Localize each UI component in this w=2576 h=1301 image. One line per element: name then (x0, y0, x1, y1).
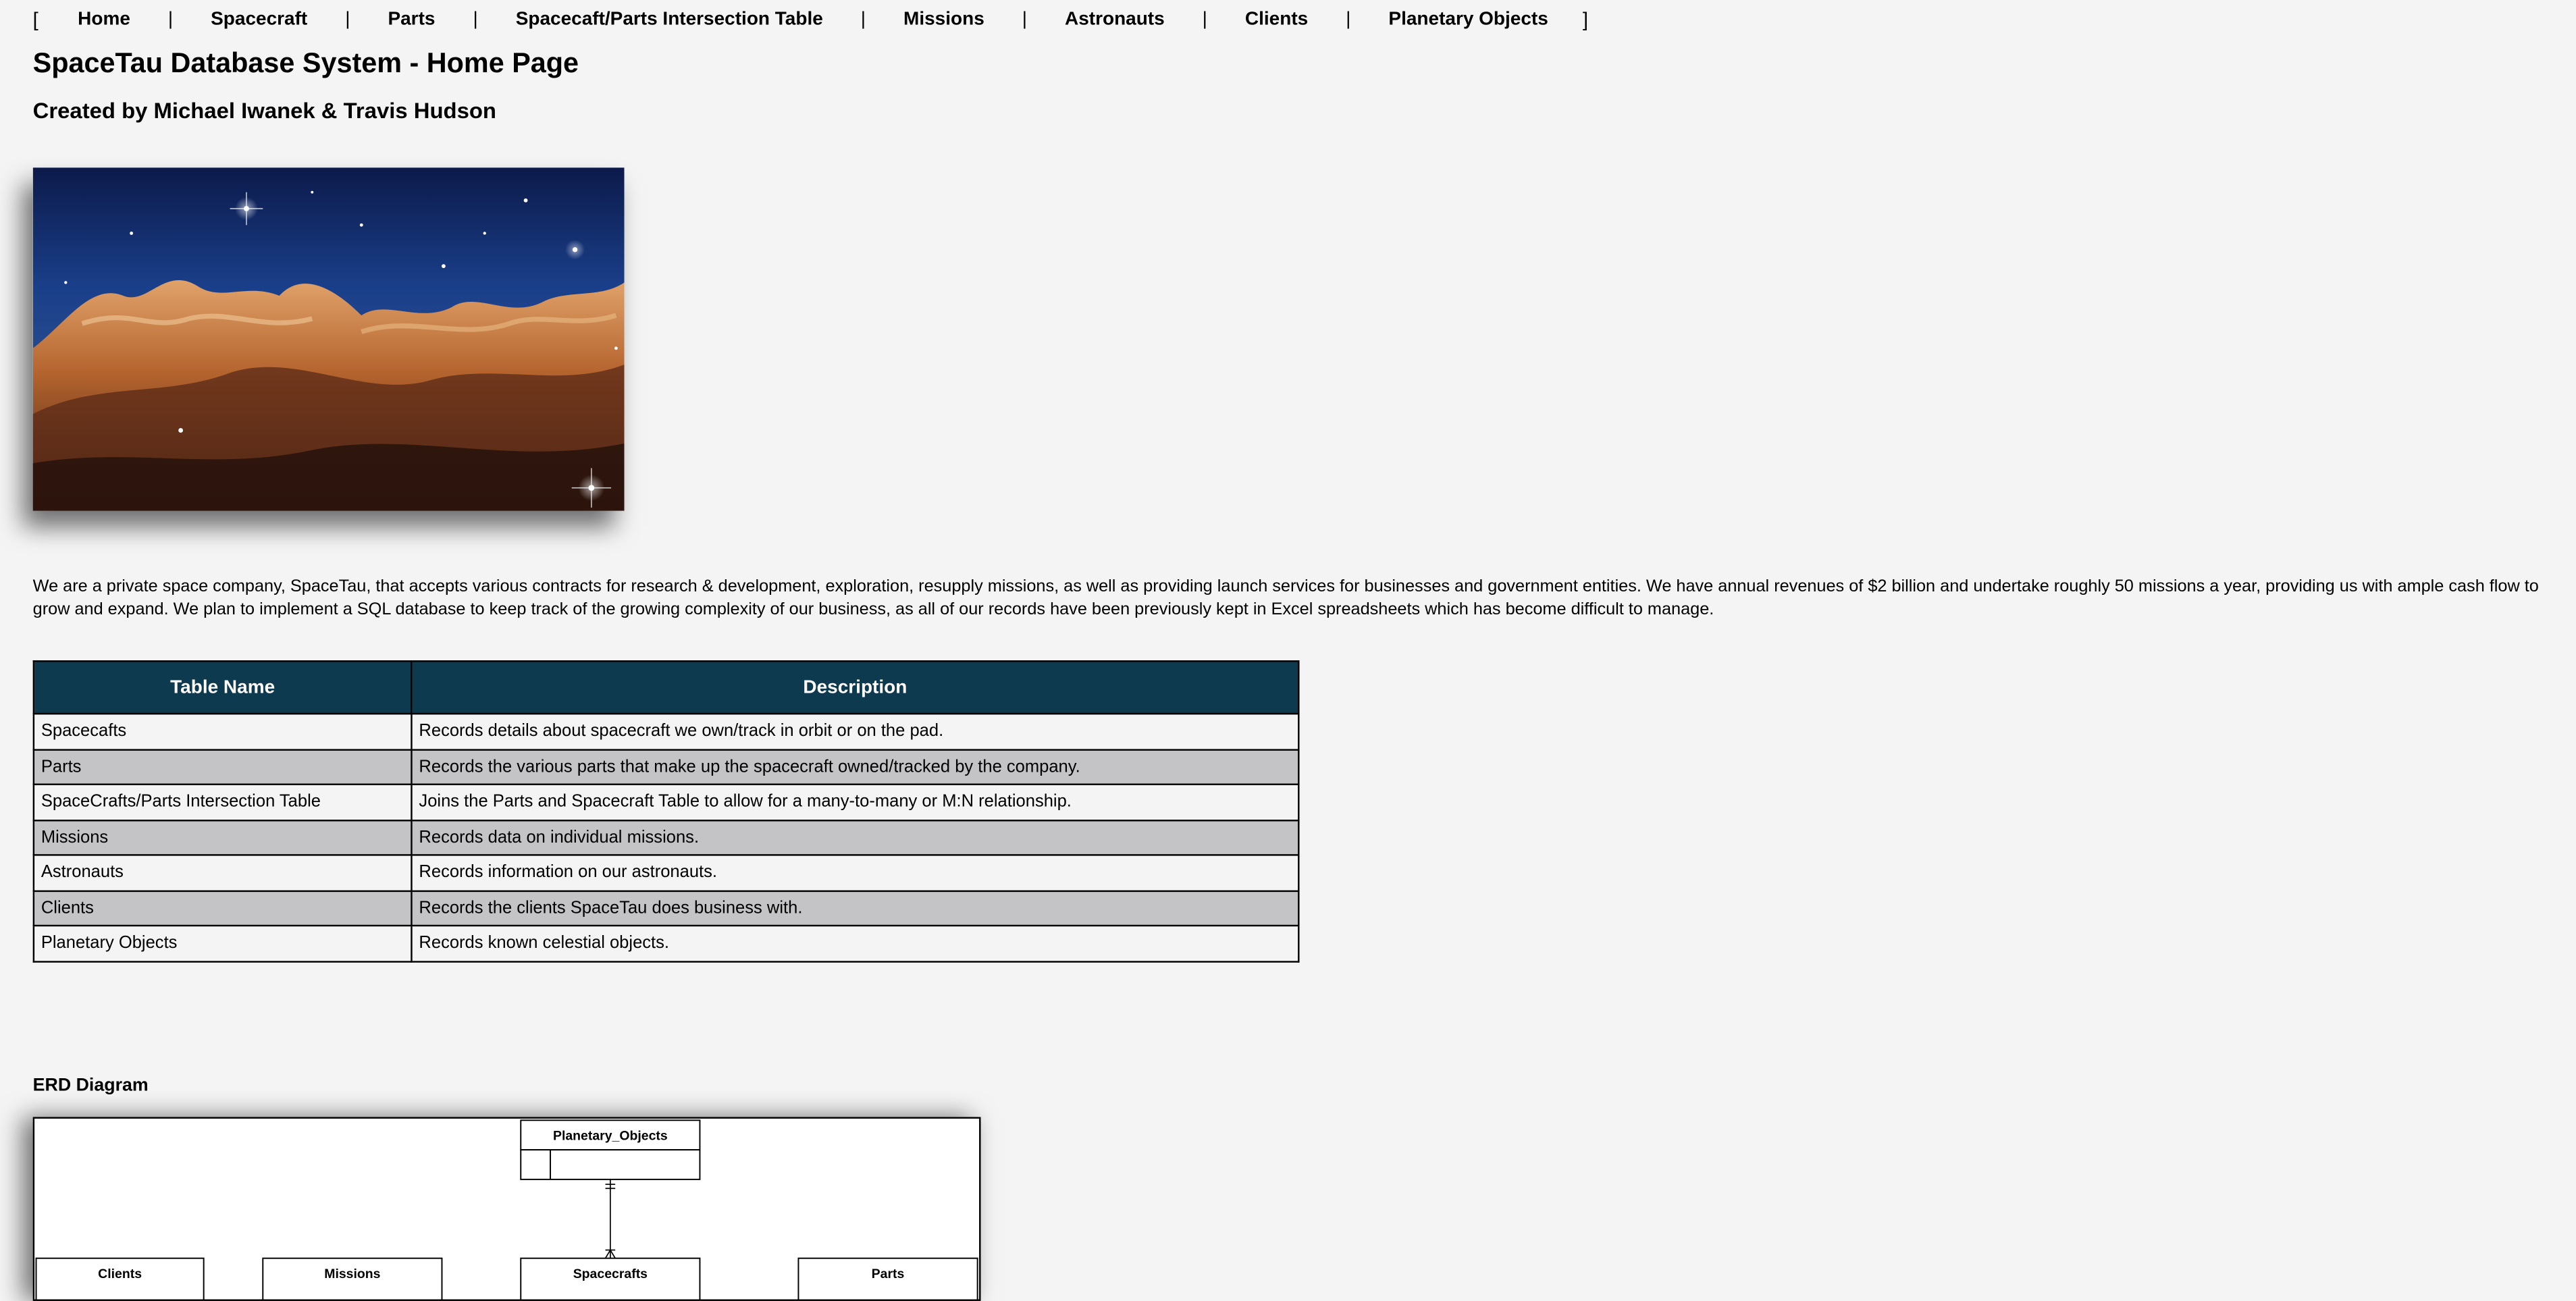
table-cell-name: Astronauts (34, 855, 412, 890)
nav-link-planetary-objects[interactable]: Planetary Objects (1388, 9, 1548, 30)
nav-link-parts[interactable]: Parts (388, 9, 436, 30)
table-row (34, 714, 1298, 749)
top-nav (33, 7, 1588, 33)
erd-label-spacecrafts: Spacecrafts (573, 1266, 648, 1281)
erd-entity-missions (263, 1258, 442, 1300)
nav-link-intersection-table[interactable]: Spacecaft/Parts Intersection Table (515, 9, 823, 30)
nav-separator: | (345, 9, 350, 30)
erd-relationship-line (606, 1179, 616, 1258)
erd-entity-planetary-objects (521, 1120, 700, 1179)
erd-label-missions: Missions (324, 1266, 381, 1281)
nav-link-spacecraft[interactable]: Spacecraft (211, 9, 308, 30)
nav-separator: | (167, 9, 174, 30)
nav-link-astronauts[interactable]: Astronauts (1065, 9, 1165, 30)
table-cell-description: Joins the Parts and Spacecraft Table to allow for a many-to-many or M:N relationship. (411, 785, 1298, 820)
erd-entity-spacecrafts (521, 1258, 700, 1300)
nebula-image (33, 167, 625, 510)
table-cell-description: Records data on individual missions. (411, 820, 1298, 855)
table-cell-name: Spacecafts (34, 714, 412, 749)
nav-separator: | (1202, 9, 1207, 30)
nav-separator: | (473, 9, 478, 30)
nav-link-home[interactable]: Home (78, 9, 130, 30)
table-cell-description: Records known celestial objects. (411, 926, 1298, 961)
nav-separator: | (860, 9, 866, 30)
table-cell-name: Planetary Objects (34, 926, 412, 961)
nav-link-missions[interactable]: Missions (903, 9, 984, 30)
table-cell-description: Records details about spacecraft we own/track in orbit or on the pad. (411, 714, 1298, 749)
erd-title: ERD Diagram (32, 1076, 149, 1096)
table-cell-name: Clients (34, 891, 412, 926)
nav-link-clients[interactable]: Clients (1244, 9, 1309, 30)
column-header-description: Description (411, 661, 1298, 714)
table-row (34, 891, 1298, 926)
erd-label-parts: Parts (871, 1266, 905, 1281)
table-row (34, 855, 1298, 890)
table-cell-name: Parts (34, 749, 412, 784)
erd-entity-parts (798, 1258, 977, 1300)
erd-label-clients: Clients (98, 1266, 142, 1281)
erd-entity-clients (36, 1258, 204, 1300)
page-title: SpaceTau Database System - Home Page (32, 47, 579, 79)
nav-separator: | (1022, 9, 1028, 30)
nav-close-bracket: ] (1582, 8, 1589, 32)
intro-paragraph: We are a private space company, SpaceTau, that accepts various contracts for research & development, exploration, resupply missions, as well as providing launch services for businesses and government entities. We have annual revenues of $2 billion and undertake roughly 50 missions a year, providing us with ample cash flow to grow and expand. We plan to implement a SQL database to keep track of the growing complexity of our business, as all of our records have been previously kept in Excel spreadsheets which has become difficult to manage. (32, 578, 2539, 619)
table-cell-description: Records the clients SpaceTau does business with. (411, 891, 1298, 926)
nav-open-bracket: [ (32, 8, 38, 32)
table-cell-description: Records the various parts that make up the spacecraft owned/tracked by the company. (411, 749, 1298, 784)
nav-separator: | (1346, 9, 1351, 30)
table-row (34, 785, 1298, 820)
table-header-row (34, 661, 1298, 714)
table-row (34, 749, 1298, 784)
table-cell-name: SpaceCrafts/Parts Intersection Table (34, 785, 412, 820)
table-cell-description: Records information on our astronauts. (411, 855, 1298, 890)
table-row (34, 820, 1298, 855)
erd-diagram (33, 1117, 981, 1300)
table-row (34, 926, 1298, 961)
erd-label-planetary-objects: Planetary_Objects (552, 1128, 668, 1144)
table-cell-name: Missions (34, 820, 412, 855)
tables-overview-table (33, 660, 1300, 961)
page-subtitle: Created by Michael Iwanek & Travis Hudson (32, 98, 496, 124)
column-header-table-name: Table Name (34, 661, 412, 714)
